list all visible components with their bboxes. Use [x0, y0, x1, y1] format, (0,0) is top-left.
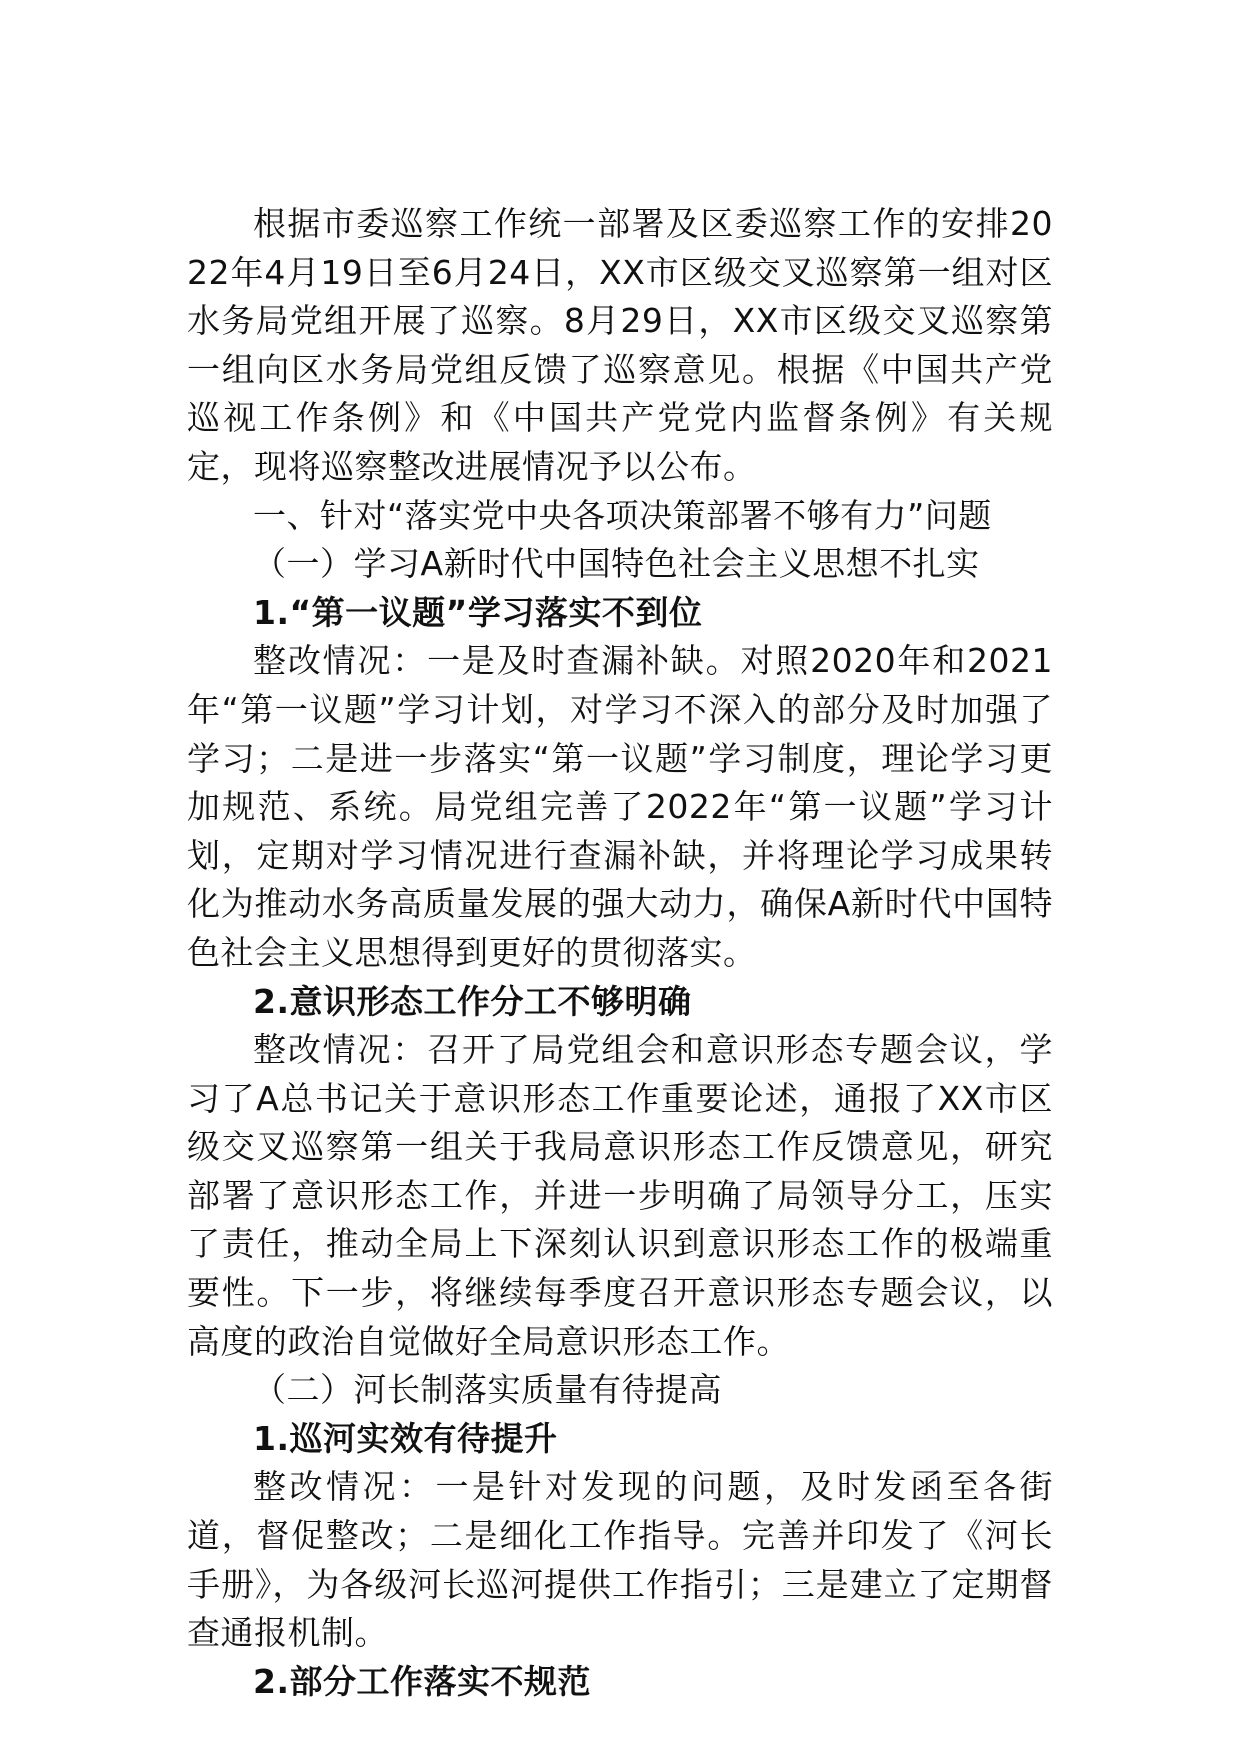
item-heading-2-1: 1.巡河实效有待提升: [253, 1418, 558, 1458]
item-text-1-1: 整改情况：一是及时查漏补缺。对照2020年和2021年“第一议题”学习计划，对学习不深入的部分及时加强了学习；二是进一步落实“第一议题”学习制度，理论学习更加规范、系统。局党组完善了2022年“第一议题”学习计划，定期对学习情况进行查漏补缺，并将理论学习成果转化为推动水务高质量发展的强大动力，确保A新时代中国特色社会主义思想得到更好的贯彻落实。: [187, 641, 1053, 972]
item-heading-1-1: 1.“第一议题”学习落实不到位: [253, 592, 703, 632]
item-heading-1-2: 2.意识形态工作分工不够明确: [253, 981, 692, 1021]
subsection-heading-1: （一）学习A新时代中国特色社会主义思想不扎实: [253, 544, 980, 584]
item-text-2-1: 整改情况：一是针对发现的问题，及时发函至各街道，督促整改；二是细化工作指导。完善并印发了《河长手册》，为各级河长巡河提供工作指引；三是建立了定期督查通报机制。: [187, 1467, 1053, 1653]
item-text-1-2: 整改情况：召开了局党组会和意识形态专题会议，学习了A总书记关于意识形态工作重要论述，通报了XX市区级交叉巡察第一组关于我局意识形态工作反馈意见，研究部署了意识形态工作，并进一步明确了局领导分工，压实了责任，推动全局上下深刻认识到意识形态工作的极端重要性。下一步，将继续每季度召开意识形态专题会议，以高度的政治自觉做好全局意识形态工作。: [187, 1030, 1053, 1361]
subsection-heading-2: （二）河长制落实质量有待提高: [253, 1370, 722, 1410]
item-heading-2-2: 2.部分工作落实不规范: [253, 1661, 591, 1701]
document-body: [187, 200, 1053, 1706]
intro-paragraph: 根据市委巡察工作统一部署及区委巡察工作的安排2022年4月19日至6月24日，XX市区级交叉巡察第一组对区水务局党组开展了巡察。8月29日，XX市区级交叉巡察第一组向区水务局党组反馈了巡察意见。根据《中国共产党巡视工作条例》和《中国共产党党内监督条例》有关规定，现将巡察整改进展情况予以公布。: [187, 204, 1053, 486]
section-heading-1: 一、针对“落实党中央各项决策部署不够有力”问题: [253, 495, 992, 535]
